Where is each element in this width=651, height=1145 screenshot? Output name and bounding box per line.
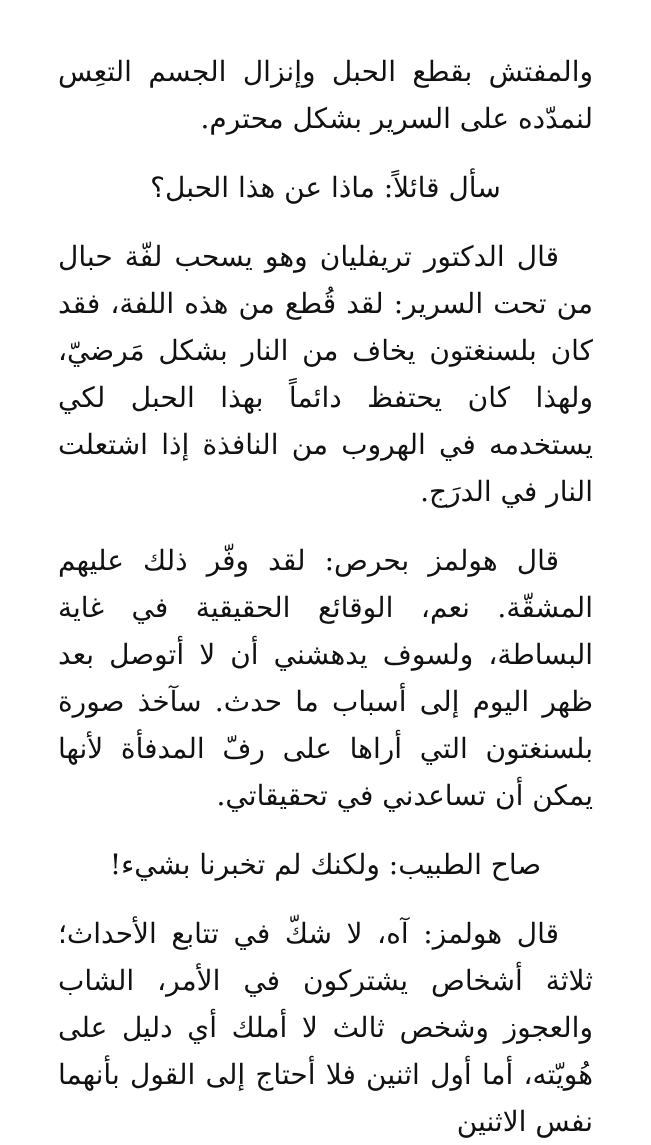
paragraph-continuation: والمفتش بقطع الحبل وإنزال الجسم التعِس لنمدّده على السرير بشكل محترم. bbox=[58, 55, 593, 135]
paragraph-holmes-explanation: قال هولمز: آه، لا شكّ في تتابع الأحداث؛ ثلاثة أشخاص يشتركون في الأمر، الشاب والعجوز وشخص ثالث لا أملك أي دليل على هُويّته، أما أول اثنين فلا أحتاج إلى القول بأنهما نفس الاثنين bbox=[58, 917, 593, 1138]
paragraph-holmes-remark: قال هولمز بحرص: لقد وفّر ذلك عليهم المشقّة. نعم، الوقائع الحقيقية في غاية البساطة، ولسوف يدهشني أن لا أتوصل بعد ظهر اليوم إلى أسباب ما حدث. سآخذ صورة بلسنغتون التي أراها على رفّ المدفأة لأنها يمكن أن تساعدني في تحقيقاتي. bbox=[58, 544, 593, 812]
paragraph-doctor-exclamation: صاح الطبيب: ولكنك لم تخبرنا بشيء! bbox=[109, 848, 542, 881]
paragraph-doctor-answer: قال الدكتور تريفليان وهو يسحب لفّة حبال من تحت السرير: لقد قُطع من هذه اللفة، فقد كان بلسنغتون يخاف من النار بشكل مَرضيّ، ولهذا كان يحتفظ دائماً بهذا الحبل لكي يستخدمه في الهروب من النافذة إذا اشتعلت النار في الدرَج. bbox=[58, 240, 593, 508]
paragraph-question: سأل قائلاً: ماذا عن هذا الحبل؟ bbox=[150, 171, 501, 204]
